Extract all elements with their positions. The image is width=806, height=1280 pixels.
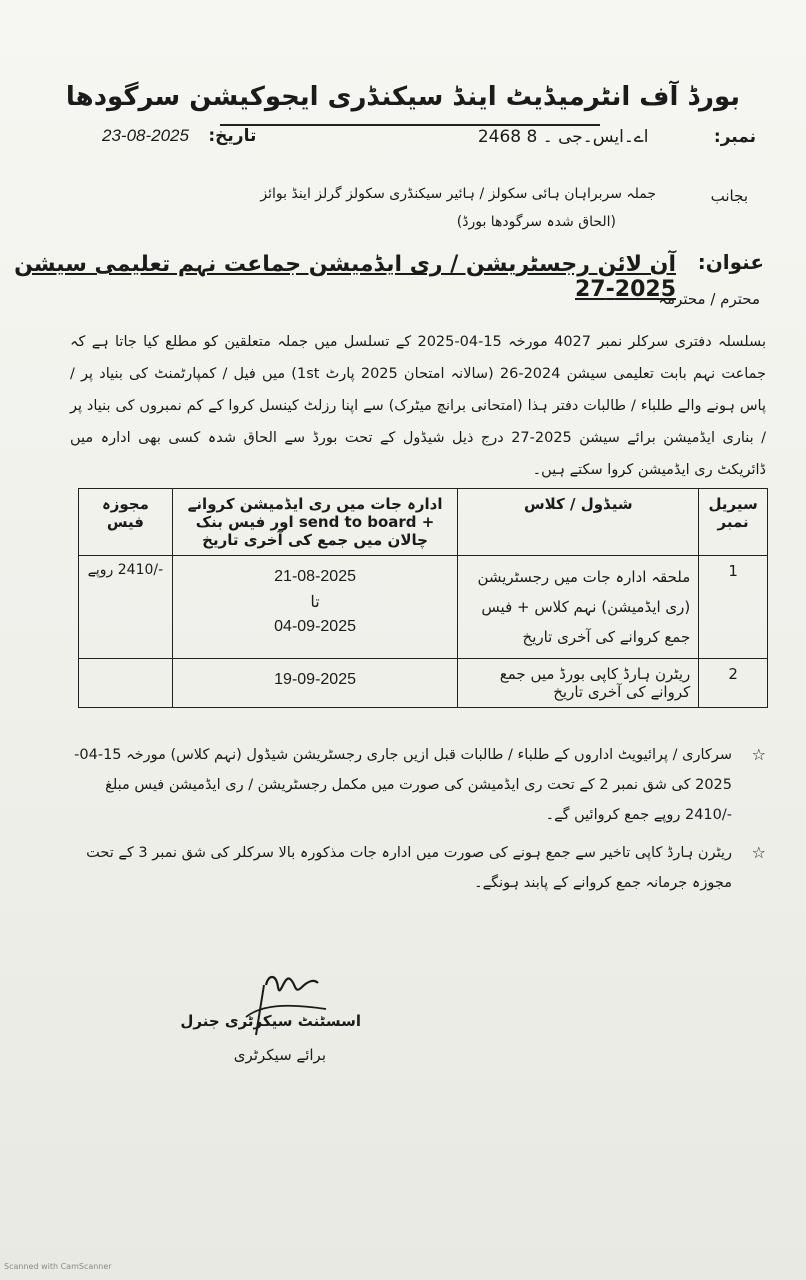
- date-label: تاریخ:: [208, 126, 257, 146]
- star-outline-icon: ☆: [751, 843, 766, 862]
- letter-date: [102, 126, 256, 146]
- header-date: ادارہ جات میں ری ایڈمیشن کروانے + send to board اور فیس بنک چالان میں جمع کی آخری تاریخ: [172, 489, 457, 556]
- date-from: 19-09-2025: [274, 671, 356, 688]
- row-serial: 2: [699, 659, 768, 708]
- row-fee: -/2410 روپے: [79, 556, 173, 659]
- table-header-row: [79, 489, 768, 556]
- signatory-for: برائے سیکرٹری: [233, 1046, 326, 1064]
- number-label: نمبر:: [713, 127, 756, 147]
- board-name-heading: بورڈ آف انٹرمیڈیٹ اینڈ سیکنڈری ایجوکیشن سرگودھا: [65, 82, 741, 112]
- note-item: [60, 838, 766, 898]
- recipient-label: بجانب: [710, 187, 748, 205]
- date-separator: تا: [310, 594, 320, 611]
- recipient-line-1: جملہ سربراہان ہائی سکولز / ہائیر سیکنڈری سکولز گرلز اینڈ بوائز: [260, 186, 656, 202]
- date-from: 21-08-2025: [274, 568, 356, 585]
- note-item: [60, 740, 766, 830]
- row-fee: [79, 659, 173, 708]
- body-paragraph: بسلسلہ دفتری سرکلر نمبر 4027 مورخہ 15-04-2025 کے تسلسل میں جملہ متعلقین کو مطلع کیا جاتا ہے کہ جماعت نہم بابت تعلیمی سیشن 2024-26 (سالانہ امتحان 2025 پارٹ 1st) میں فیل / کمپارٹمنٹ کی بنیاد پر / پاس ہونے والے طلباء / طالبات دفتر ہذا (امتحانی برانچ میٹرک) سے اپنا رزلٹ کینسل کروا کے کم نمبروں کی بنیاد پر / بناری ایڈمیشن برائے سیشن 2025-27 درج ذیل شیڈول کے تحت بورڈ سے الحاق شدہ کسی بھی ادارہ میں ڈائریکٹ ری ایڈمیشن کروا سکتے ہیں۔: [70, 334, 767, 478]
- subject-text: آن لائن رجسٹریشن / ری ایڈمیشن جماعت نہم تعلیمی سیشن 2025-27: [14, 252, 676, 302]
- subject-label: عنوان:: [697, 250, 764, 274]
- row-serial: 1: [699, 556, 768, 659]
- row-schedule: ملحقہ ادارہ جات میں رجسٹریشن (ری ایڈمیشن) نہم کلاس + فیس جمع کروانے کی آخری تاریخ: [458, 556, 699, 659]
- row-date: [172, 659, 457, 708]
- reference-number: [478, 126, 756, 147]
- table-row: [79, 659, 768, 708]
- note-text: سرکاری / پرائیویٹ اداروں کے طلباء / طالبات قبل ازیں جاری رجسٹریشن شیڈول (نہم کلاس) مورخہ 15-04-2025 کی شق نمبر 2 کے تحت ری ایڈمیشن کی صورت میں مکمل رجسٹریشن / ری ایڈمیشن فیس مبلغ -/2410 روپے جمع کروائیں گے۔: [74, 747, 732, 823]
- note-text: ریٹرن ہارڈ کاپی تاخیر سے جمع ہونے کی صورت میں ادارہ جات مذکورہ بالا سرکلر کی شق نمبر 3 کے تحت مجوزہ جرمانہ جمع کروانے کے پابند ہونگے۔: [86, 845, 732, 891]
- row-schedule: ریٹرن ہارڈ کاپی بورڈ میں جمع کروانے کی آخری تاریخ: [458, 659, 699, 708]
- row-date: [172, 556, 457, 659]
- recipient-line-2: (الحاق شدہ سرگودھا بورڈ): [456, 214, 616, 230]
- date-to: 04-09-2025: [274, 618, 356, 635]
- signatory-title: اسسٹنٹ سیکرٹری جنرل: [180, 1012, 361, 1030]
- greeting: محترم / محترمہ: [658, 290, 760, 308]
- star-outline-icon: ☆: [751, 745, 766, 764]
- number-value: اے۔ایس۔جی ۔ 8 2468: [477, 127, 649, 147]
- notes-section: [60, 740, 766, 906]
- table-row: [79, 556, 768, 659]
- header-serial: سیریل نمبر: [699, 489, 768, 556]
- schedule-table: [78, 488, 768, 708]
- date-value: 23-08-2025: [102, 126, 189, 145]
- scanner-watermark: Scanned with CamScanner: [4, 1262, 112, 1271]
- header-fee: مجوزہ فیس: [79, 489, 173, 556]
- header-schedule: شیڈول / کلاس: [458, 489, 699, 556]
